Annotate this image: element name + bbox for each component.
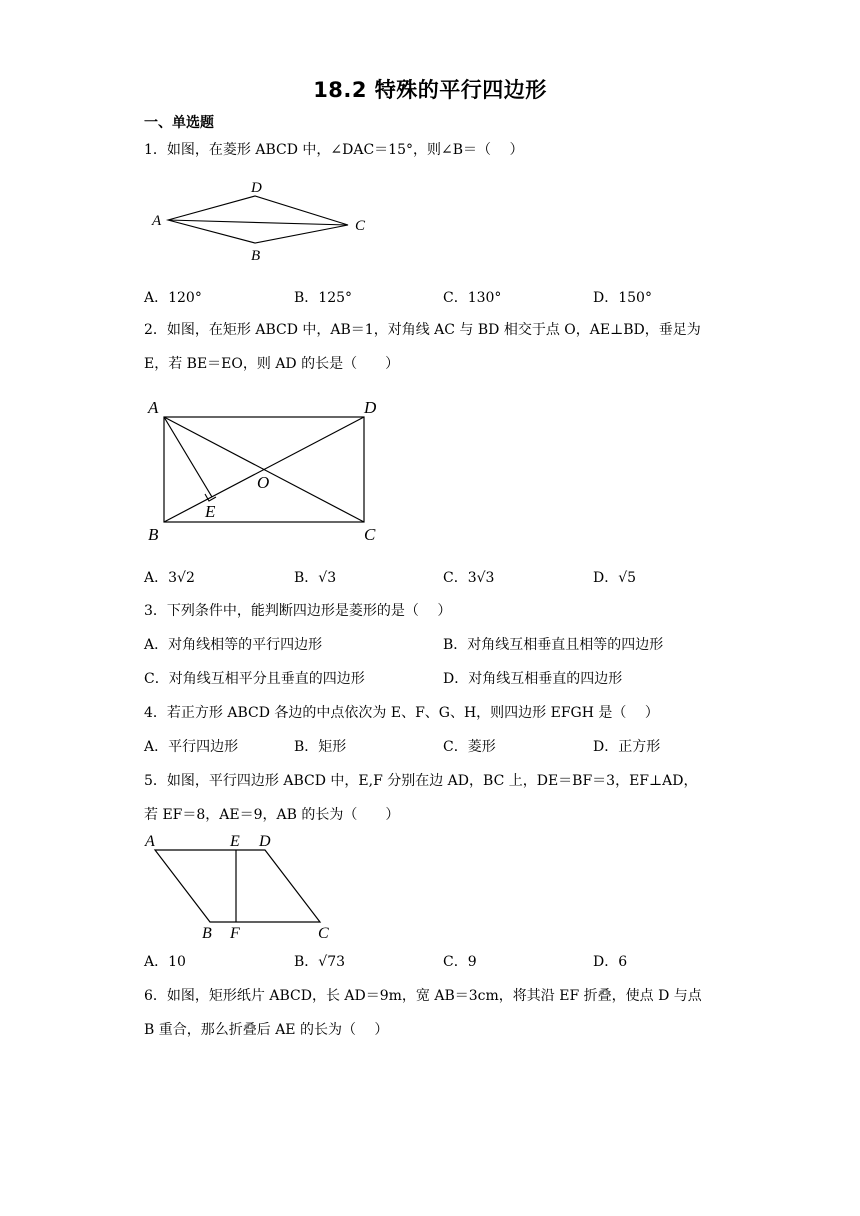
label-a: A [148,398,159,417]
question-6-stem-line-2: B 重合，那么折叠后 AE 的长为（ ） [144,1022,389,1038]
question-2-stem-line-1: 2．如图，在矩形 ABCD 中，AB＝1，对角线 AC 与 BD 相交于点 O，AE⊥BD，垂足为 [144,322,701,338]
label-a: A [152,213,162,229]
question-2-option-b: B．√3 [294,570,337,586]
rhombus-abcd [168,196,348,243]
question-5-stem-line-2: 若 EF＝8，AE＝9，AB 的长为（ ） [144,807,400,823]
question-5-option-b: B．√73 [294,954,346,970]
question-4-option-b: B．矩形 [294,739,347,755]
label-d: D [251,180,262,196]
question-1-figure [150,178,380,268]
question-6-stem-line-1: 6．如图，矩形纸片 ABCD，长 AD＝9m，宽 AB＝3cm，将其沿 EF 折叠，使点 D 与点 [144,988,702,1004]
question-5-option-a: A．10 [144,954,186,970]
question-3-stem: 3．下列条件中，能判断四边形是菱形的是（ ） [144,603,452,619]
label-b: B [202,925,212,942]
question-4-option-a: A．平行四边形 [144,739,239,755]
label-c: C [355,218,366,234]
question-4-option-d: D．正方形 [593,739,661,755]
question-3-option-c: C．对角线互相平分且垂直的四边形 [144,671,365,687]
label-e: E [205,502,216,521]
label-o: O [257,473,270,492]
page-title: 18.2 特殊的平行四边形 [313,78,547,102]
question-5-option-d: D．6 [593,954,628,970]
question-2-option-d: D．√5 [593,570,637,586]
parallelogram-abcd [155,850,320,922]
question-1-option-c: C．130° [443,290,502,306]
question-3-option-b: B．对角线互相垂直且相等的四边形 [443,637,664,653]
label-a: A [145,833,155,850]
question-5-option-c: C．9 [443,954,477,970]
question-5-figure [140,830,350,945]
label-d: D [259,833,271,850]
label-f: F [230,925,240,942]
question-4-option-c: C．菱形 [443,739,496,755]
label-d: D [364,398,377,417]
question-3-option-a: A．对角线相等的平行四边形 [144,637,323,653]
label-c: C [364,525,376,544]
label-c: C [318,925,329,942]
question-4-stem: 4．若正方形 ABCD 各边的中点依次为 E、F、G、H，则四边形 EFGH 是（ ） [144,705,659,721]
question-1-option-d: D．150° [593,290,652,306]
question-1-option-a: A．120° [144,290,202,306]
label-b: B [148,525,159,544]
question-2-stem-line-2: E，若 BE＝EO，则 AD 的长是（ ） [144,356,400,372]
label-e: E [230,833,240,850]
question-2-option-a: A．3√2 [144,570,195,586]
question-2-option-c: C．3√3 [443,570,495,586]
section-heading: 一、单选题 [144,115,214,131]
question-5-stem-line-1: 5．如图，平行四边形 ABCD 中，E,F 分别在边 AD，BC 上，DE＝BF＝3，EF⊥AD， [144,773,698,789]
diagonal-ac [168,220,348,225]
question-2-figure [140,395,400,550]
question-1-stem: 1．如图，在菱形 ABCD 中，∠DAC＝15°，则∠B＝（ ） [144,142,524,158]
question-3-option-d: D．对角线互相垂直的四边形 [443,671,623,687]
question-1-option-b: B．125° [294,290,353,306]
label-b: B [251,248,261,264]
